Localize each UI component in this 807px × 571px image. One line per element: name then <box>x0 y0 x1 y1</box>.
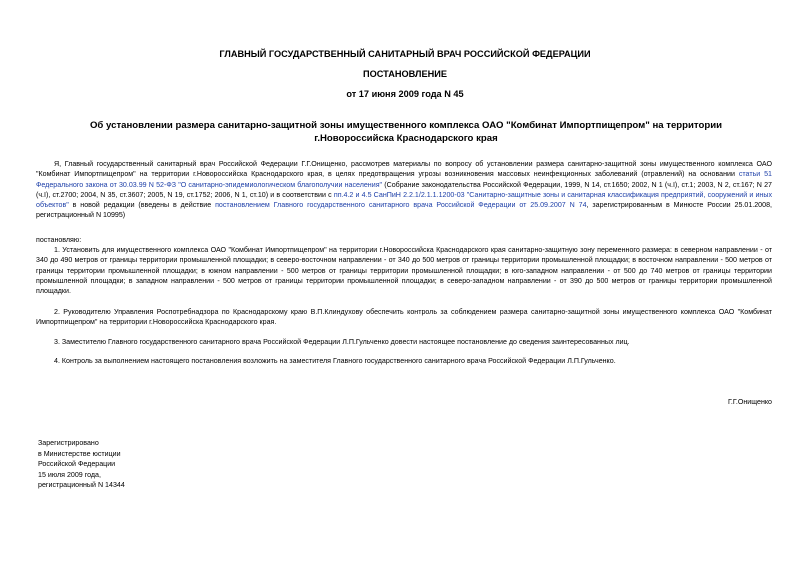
signature: Г.Г.Онищенко <box>727 398 772 406</box>
registration-block <box>38 438 125 491</box>
resolution-74-link[interactable]: постановлением Главного государственного санитарного врача Российской Федерации от 25.09.2007 N 74 <box>215 201 587 210</box>
item-3: 3. Заместителю Главного государственного санитарного врача Российской Федерации Л.П.Гульченко довести настоящее постановление до сведения заинтересованных лиц. <box>54 338 630 346</box>
sanpin-link[interactable]: пп.4.2 и 4.5 СанПиН 2.2.1/2.1.1.1200-03 "Санитарно-защитные зоны и санитарная классификация предприятий, сооружений и иных объектов" <box>36 190 773 210</box>
preamble-text-3: в новой редакции (введены в действие <box>68 201 216 210</box>
registration-line: в Министерстве юстиции <box>38 449 121 458</box>
law-52fz-link[interactable]: статьи 51 Федерального закона от 30.03.99 N 52-ФЗ "О санитарно-эпидемиологическом благополучии населения" <box>36 170 772 189</box>
registration-line: 15 июля 2009 года, <box>38 470 101 479</box>
preamble-text-4: , зарегистрированным в Минюсте России 25.01.2008, регистрационный N 10995) <box>36 201 772 220</box>
registration-line: Зарегистрировано <box>38 439 99 447</box>
document-type: ПОСТАНОВЛЕНИЕ <box>363 69 447 79</box>
document-date-number: от 17 июня 2009 года N 45 <box>346 89 464 99</box>
resolve-word: постановляю: <box>36 236 82 244</box>
document-title: Об установлении размера санитарно-защитной зоны имущественного комплекса ОАО "Комбинат Импортпищепром" на территории г.Новороссийска Краснодарского края <box>89 120 723 144</box>
preamble-text-2: (Собрание законодательства Российской Федерации, 1999, N 14, ст.1650; 2002, N 1 (ч.I), ст.1; 2003, N 2, ст.167; N 27 (ч.I), ст.2700; 2004, N 35, ст.3607; 2005, N 19, ст.1752; 2006, N 1, ст.10) и в соответствии с <box>36 180 772 199</box>
preamble-paragraph <box>36 159 772 221</box>
registration-line: регистрационный N 14344 <box>38 481 125 490</box>
preamble-text-1: Я, Главный государственный санитарный врач Российской Федерации Г.Г.Онищенко, рассмотрев материалы по вопросу об установлении размера санитарно-защитной зоны имущественного комплекса ОАО "Комбинат Импортпищепром" на территории г.Новороссийска Краснодарского края, в целях предотвращения угрозы возникновения массовых неинфекционных заболеваний (отравлений) на основании <box>36 160 772 179</box>
item-4: 4. Контроль за выполнением настоящего постановления возложить на заместителя Главного государственного санитарного врача Российской Федерации Л.П.Гульченко. <box>54 357 616 365</box>
item-1: 1. Установить для имущественного комплекса ОАО "Комбинат Импортпищепром" на территории г.Новороссийска Краснодарского края санитарно-защитную зону переменного размера: в северном направлении - от 340 до 490 метров от границы территории промышленной площадки; в северо-восточном направлении - от 340 до 500 метров от границы территории промышленной площадки; в восточном направлении - 500 метров от границы территории промышленной площадки; в южном направлении - 500 метров от границы территории промышленной площадки; в юго-западном направлении - от 500 до 740 метров от границы территории промышленной площадки; в западном направлении - 500 метров от границы территории промышленной площадки; в северо-западном направлении - от 390 до 500 метров от границы территории промышленной площадки. <box>36 246 772 296</box>
registration-line: Российской Федерации <box>38 460 116 469</box>
issuing-authority: ГЛАВНЫЙ ГОСУДАРСТВЕННЫЙ САНИТАРНЫЙ ВРАЧ РОССИЙСКОЙ ФЕДЕРАЦИИ <box>219 49 591 59</box>
item-2: 2. Руководителю Управления Роспотребнадзора по Краснодарскому краю В.П.Клиндухову обеспечить контроль за соблюдением размера санитарно-защитной зоны имущественного комплекса ОАО "Комбинат Импортпищепром" на территории г.Новороссийска Краснодарского края. <box>36 308 772 327</box>
